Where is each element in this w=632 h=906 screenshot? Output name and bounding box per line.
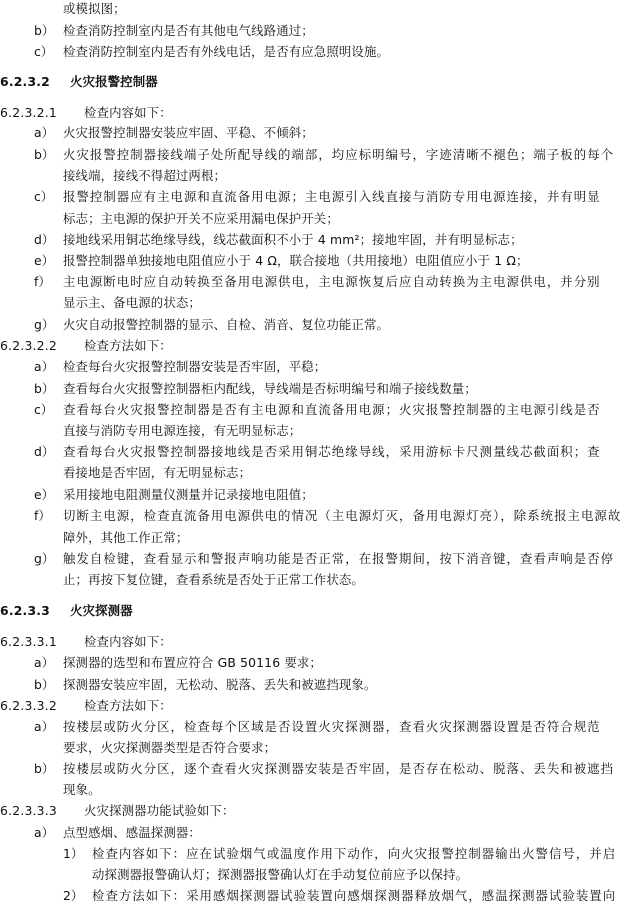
continuation-line: 看接地是否牢固，有无明显标志； [63, 465, 252, 481]
list-label: c） [34, 44, 54, 60]
list-label: a） [34, 124, 54, 140]
continuation-line: 接线端，接线不得超过两根； [63, 168, 227, 184]
list-item: 探测器安装应牢固，无松动、脱落、丢失和被遮挡现象。 [63, 676, 377, 692]
list-label: b） [34, 676, 55, 692]
continuation-line: 直接与消防专用电源连接，有无明显标志； [63, 422, 302, 438]
list-item: 火灾报警控制器接线端子处所配导线的端部，均应标明编号，字迹清晰不褪色；端子板的每个 [63, 147, 615, 162]
clause-number: 6.2.3.2.2 [0, 338, 57, 354]
list-label: b） [34, 380, 55, 396]
sub-item-label: 2） [63, 888, 84, 903]
continuation-line: 止；再按下复位键，查看系统是否处于正常工作状态。 [63, 571, 364, 587]
clause-text: 检查方法如下： [84, 338, 172, 354]
sub-item: 检查内容如下：应在试验烟气或温度作用下动作，向火灾报警控制器输出火警信号，并启 [92, 845, 617, 861]
list-item: 采用接地电阻测量仪测量并记录接地电阻值； [63, 487, 314, 503]
list-item: 查看每台火灾报警控制器柜内配线，导线端是否标明编号和端子接线数量； [63, 380, 477, 396]
list-label: d） [34, 444, 55, 459]
list-item: 主电源断电时应自动转换至备用电源供电，主电源恢复后应自动转换为主电源供电，并分别 [63, 273, 601, 289]
continuation-line: 或模拟图； [63, 1, 126, 16]
clause-text: 火灾探测器功能试验如下： [84, 803, 235, 819]
list-item: 接地线采用铜芯绝缘导线，线芯截面积不小于 4 mm²；接地牢固，并有明显标志； [63, 231, 523, 247]
clause-number: 6.2.3.3.2 [0, 697, 57, 713]
list-item: 检查每台火灾报警控制器安装是否牢固，平稳； [63, 359, 327, 375]
list-label: a） [34, 359, 54, 375]
list-item: 火灾自动报警控制器的显示、自检、消音、复位功能正常。 [63, 317, 390, 333]
list-label: f） [34, 508, 51, 524]
clause-number: 6.2.3.3.1 [0, 634, 57, 650]
section-heading: 火灾报警控制器 [70, 74, 158, 89]
list-label: b） [34, 147, 55, 162]
list-label: d） [34, 231, 55, 247]
list-label: a） [34, 718, 54, 734]
list-label: e） [34, 487, 55, 503]
list-item: 查看每台火灾报警控制器是否有主电源和直流备用电源；火灾报警控制器的主电源引线是否 [63, 401, 601, 417]
list-item: 查看每台火灾报警控制器接地线是否采用铜芯绝缘导线，采用游标卡尺测量线芯截面积；查 [63, 444, 601, 459]
clause-text: 检查内容如下： [84, 634, 172, 650]
list-item: 探测器的选型和布置应符合 GB 50116 要求； [63, 655, 322, 671]
sub-item-label: 1） [63, 845, 84, 861]
clause-text: 检查方法如下： [84, 697, 172, 713]
list-item: 检查消防控制室内是否有其他电气线路通过； [63, 23, 314, 39]
list-label: f） [34, 273, 51, 289]
continuation-line: 障外，其他工作正常； [63, 529, 189, 545]
section-number: 6.2.3.3 [0, 602, 51, 618]
section-number: 6.2.3.2 [0, 74, 51, 89]
continuation-line: 要求，火灾探测器类型是否符合要求； [63, 740, 277, 755]
list-label: c） [34, 401, 54, 417]
list-label: b） [34, 23, 55, 39]
list-item: 按楼层或防火分区，逐个查看火灾探测器安装是否牢固，是否存在松动、脱落、丢失和被遮挡 [63, 761, 615, 777]
list-label: e） [34, 252, 55, 268]
list-item: 触发自检键，查看显示和警报声响功能是否正常，在报警期间，按下消音键，查看声响是否停 [63, 550, 615, 566]
continuation-line: 标志；主电源的保护开关不应采用漏电保护开关； [63, 210, 339, 226]
list-label: a） [34, 655, 54, 671]
list-label: c） [34, 189, 54, 205]
list-item: 检查消防控制室内是否有外线电话，是否有应急照明设施。 [63, 44, 390, 60]
sub-item: 检查方法如下：采用感烟探测器试验装置向感烟探测器释放烟气，感温探测器试验装置向 [92, 888, 617, 903]
continuation-line: 显示主、备电源的状态； [63, 295, 201, 310]
list-label: a） [34, 824, 54, 840]
continuation-line: 现象。 [63, 782, 101, 798]
list-item: 报警控制器应有主电源和直流备用电源；主电源引入线直接与消防专用电源连接，并有明显 [63, 189, 601, 205]
list-label: g） [34, 317, 55, 333]
list-label: b） [34, 761, 55, 777]
list-item: 切断主电源，检查直流备用电源供电的情况（主电源灯灭，备用电源灯亮），除系统报主电源故 [63, 508, 622, 524]
list-item: 点型感烟、感温探测器： [63, 824, 201, 840]
clause-text: 检查内容如下： [84, 104, 172, 120]
list-item: 按楼层或防火分区，检查每个区域是否设置火灾探测器，查看火灾探测器设置是否符合规范 [63, 718, 601, 734]
clause-number: 6.2.3.3.3 [0, 803, 57, 819]
continuation-line: 动探测器报警确认灯；探测器报警确认灯在手动复位前应予以保持。 [92, 866, 469, 882]
list-item: 火灾报警控制器安装应牢固、平稳、不倾斜； [63, 124, 314, 140]
clause-number: 6.2.3.2.1 [0, 104, 57, 120]
section-heading: 火灾探测器 [70, 602, 133, 618]
list-item: 报警控制器单独接地电阻值应小于 4 Ω，联合接地（共用接地）电阻值应小于 1 Ω； [63, 252, 529, 268]
list-label: g） [34, 550, 55, 566]
